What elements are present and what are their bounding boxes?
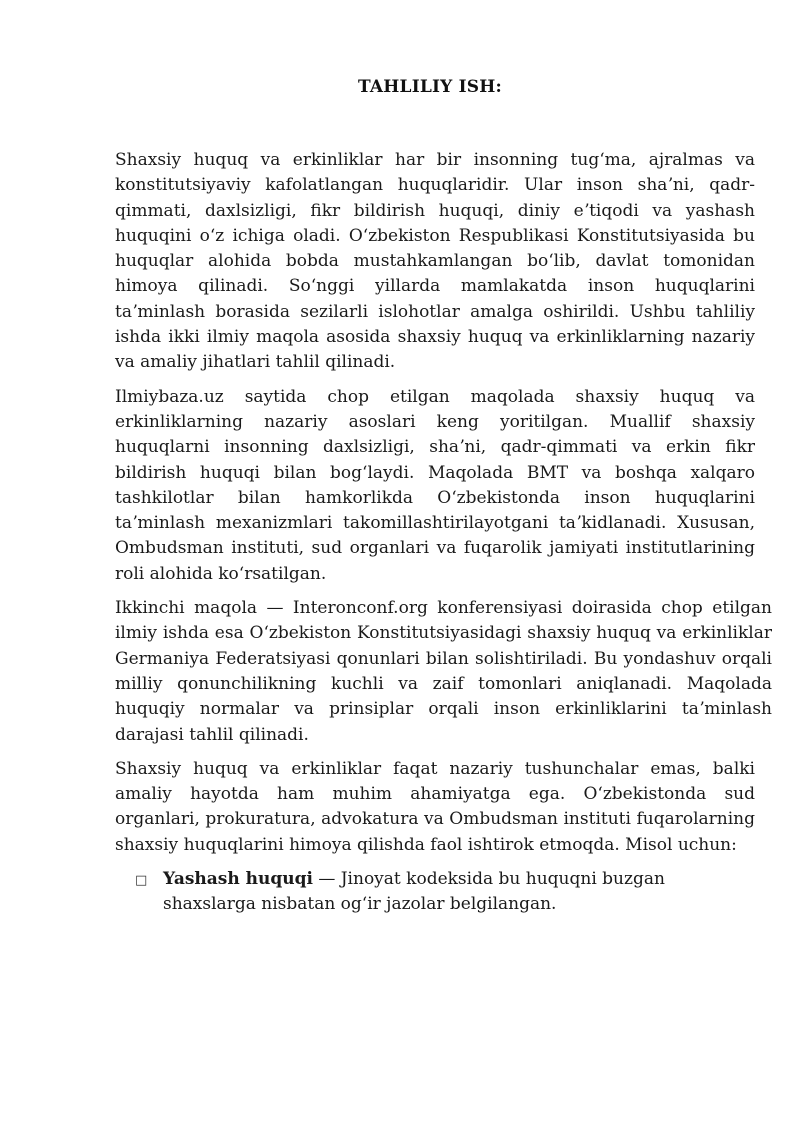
paragraph-practice: Shaxsiy huquq va erkinliklar faqat nazariy tushunchalar emas, balki amaliy hayotda ham muhim ahamiyatga ega. Oʻzbekistonda sud organlari, prokuratura, advokatura va Ombudsman instituti fuqarolarning shaxsiy huquqlarini himoya qilishda faol ishtirok etmoqda. Misol uchun:	[115, 758, 755, 855]
paragraph-introduction: Shaxsiy huquq va erkinliklar har bir insonning tugʻma, ajralmas va konstitutsiyaviy kafolatlangan huquqlaridir. Ular inson shaʼni, qadr-qimmati, daxlsizligi, fikr bildirish huquqi, diniy eʼtiqodi va yashash huquqini oʻz ichiga oladi. Oʻzbekiston Respublikasi Konstitutsiyasida bu huquqlar alohida bobda mustahkamlangan boʻlib, davlat tomonidan himoya qilinadi. Soʻnggi yillarda mamlakatda inson huquqlarini taʼminlash borasida sezilarli islohotlar amalga oshirildi. Ushbu tahliliy ishda ikki ilmiy maqola asosida shaxsiy huquq va erkinliklarning nazariy va amaliy jihatlari tahlil qilinadi.	[115, 150, 755, 373]
paragraph-first-article: Ilmiybaza.uz saytida chop etilgan maqolada shaxsiy huquq va erkinliklarning nazariy asoslari keng yoritilgan. Muallif shaxsiy huquqlarni insonning daxlsizligi, shaʼni, qadr-qimmati va erkin fikr bildirish huquqi bilan bogʻlaydi. Maqolada BMT va boshqa xalqaro tashkilotlar bilan hamkorlikda Oʻzbekistonda inson huquqlarini taʼminlash mexanizmlari takomillashtirilayotgani taʼkidlanadi. Xususan, Ombudsman instituti, sud organlari va fuqarolik jamiyati institutlarining roli alohida koʻrsatilgan.	[115, 386, 755, 584]
examples-list	[115, 867, 770, 918]
document-body	[115, 148, 770, 918]
bullet-text: — Jinoyat kodeksida bu huquqni buzgan shaxslarga nisbatan ogʻir jazolar belgilangan.	[163, 869, 665, 915]
paragraph-second-article: Ikkinchi maqola — Interonconf.org konferensiyasi doirasida chop etilgan ilmiy ishda esa Oʻzbekiston Konstitutsiyasidagi shaxsiy huquq va erkinliklar Germaniya Federatsiyasi qonunlari bilan solishtiriladi. Bu yondashuv orqali milliy qonunchilikning kuchli va zaif tomonlari aniqlanadi. Maqolada huquqiy normalar va prinsiplar orqali inson erkinliklarini taʼminlash darajasi tahlil qilinadi.	[115, 598, 772, 745]
bullet-term: Yashash huquqi	[163, 869, 313, 890]
list-item	[115, 867, 743, 918]
document-title: TAHLILIY ISH:	[357, 77, 502, 97]
bullet-icon: □	[135, 873, 148, 889]
